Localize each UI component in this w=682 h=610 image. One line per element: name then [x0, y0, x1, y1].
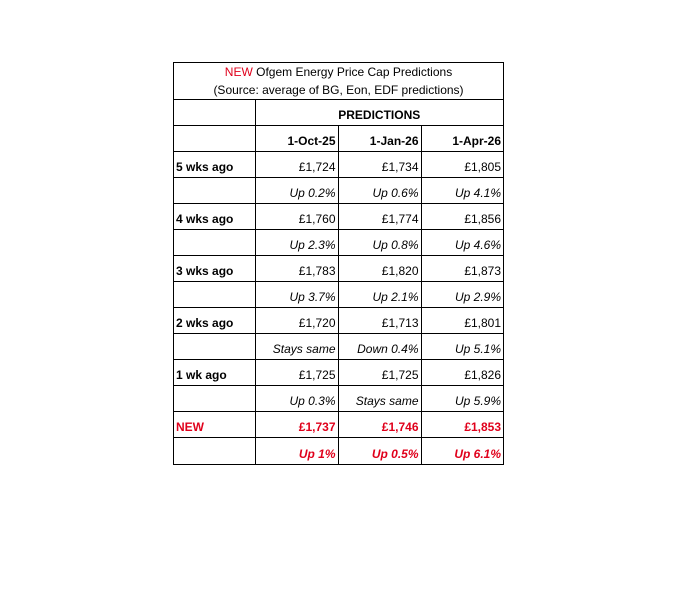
price-cap-table-sheet [173, 62, 504, 465]
change-row-1wk [174, 386, 503, 412]
value-cell: £1,725 [255, 360, 338, 386]
column-header-row [174, 126, 503, 152]
value-cell: £1,783 [255, 256, 338, 282]
change-row-new [174, 438, 503, 464]
blank-label-cell [174, 386, 255, 412]
change-cell: Up 2.1% [338, 282, 421, 308]
change-cell: Up 2.3% [255, 230, 338, 256]
predictions-header-row [174, 100, 503, 126]
value-cell: £1,873 [421, 256, 503, 282]
row-label: 1 wk ago [174, 360, 255, 386]
row-label: 3 wks ago [174, 256, 255, 282]
value-cell: £1,734 [338, 152, 421, 178]
value-cell: £1,856 [421, 204, 503, 230]
change-row-4wks [174, 230, 503, 256]
value-cell: £1,801 [421, 308, 503, 334]
blank-label-cell [174, 230, 255, 256]
table-row-5wks [174, 152, 503, 178]
change-cell-new: Up 0.5% [338, 438, 421, 464]
change-cell: Down 0.4% [338, 334, 421, 360]
change-row-5wks [174, 178, 503, 204]
column-header-apr: 1-Apr-26 [421, 126, 503, 152]
table-row-new [174, 412, 503, 438]
change-cell: Up 4.1% [421, 178, 503, 204]
change-cell: Up 4.6% [421, 230, 503, 256]
row-label: 4 wks ago [174, 204, 255, 230]
table-title [174, 63, 503, 99]
value-cell-new: £1,746 [338, 412, 421, 438]
table-row-3wks [174, 256, 503, 282]
change-row-3wks [174, 282, 503, 308]
table-row-2wks [174, 308, 503, 334]
change-cell: Up 0.6% [338, 178, 421, 204]
value-cell: £1,720 [255, 308, 338, 334]
change-cell: Stays same [255, 334, 338, 360]
value-cell: £1,760 [255, 204, 338, 230]
value-cell-new: £1,737 [255, 412, 338, 438]
change-cell: Up 5.9% [421, 386, 503, 412]
predictions-corner-cell [174, 100, 255, 126]
title-line-1 [174, 63, 503, 81]
value-cell: £1,820 [338, 256, 421, 282]
value-cell: £1,826 [421, 360, 503, 386]
table-row-4wks [174, 204, 503, 230]
change-cell: Up 3.7% [255, 282, 338, 308]
value-cell: £1,713 [338, 308, 421, 334]
predictions-label: PREDICTIONS [255, 100, 503, 126]
value-cell: £1,774 [338, 204, 421, 230]
row-label: 5 wks ago [174, 152, 255, 178]
blank-label-cell [174, 282, 255, 308]
change-cell: Up 0.8% [338, 230, 421, 256]
blank-label-cell [174, 178, 255, 204]
row-label: 2 wks ago [174, 308, 255, 334]
change-cell-new: Up 1% [255, 438, 338, 464]
change-cell-new: Up 6.1% [421, 438, 503, 464]
predictions-grid [174, 99, 503, 464]
value-cell: £1,725 [338, 360, 421, 386]
column-header-oct: 1-Oct-25 [255, 126, 338, 152]
change-cell: Up 0.2% [255, 178, 338, 204]
value-cell: £1,724 [255, 152, 338, 178]
title-source-line: (Source: average of BG, Eon, EDF predictions) [213, 83, 464, 97]
column-header-jan: 1-Jan-26 [338, 126, 421, 152]
change-cell: Up 5.1% [421, 334, 503, 360]
change-cell: Up 0.3% [255, 386, 338, 412]
title-main-text: Ofgem Energy Price Cap Predictions [252, 65, 453, 79]
value-cell: £1,805 [421, 152, 503, 178]
table-row-1wk [174, 360, 503, 386]
blank-label-cell [174, 334, 255, 360]
row-label-header-cell [174, 126, 255, 152]
change-row-2wks [174, 334, 503, 360]
value-cell-new: £1,853 [421, 412, 503, 438]
title-new-word: NEW [224, 65, 253, 79]
blank-label-cell [174, 438, 255, 464]
change-cell: Up 2.9% [421, 282, 503, 308]
change-cell: Stays same [338, 386, 421, 412]
row-label-new: NEW [174, 412, 255, 438]
